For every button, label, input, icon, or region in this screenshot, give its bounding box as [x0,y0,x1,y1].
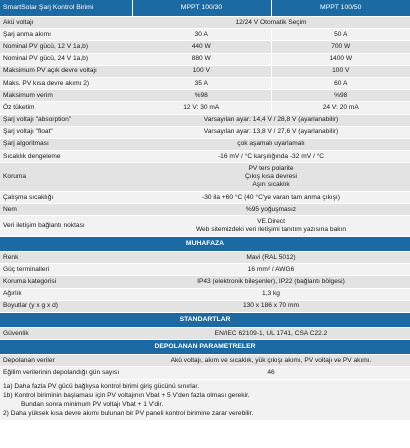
table-row [0,77,410,89]
value-line: Web sitemizdeki veri iletişimi tanıtım yazısına bakın [195,226,347,234]
row-value-100-50: 24 V: 20 mA [271,102,410,114]
row-value: IP43 (elektronik bileşenler), IP22 (bağlantı bölgesi) [132,276,410,288]
row-value: 130 x 186 x 70 mm [132,300,410,312]
row-value: Varsayılan ayar: 14,4 V / 28,8 V (ayarlanabilir) [132,114,410,126]
table-header [0,0,410,17]
table-row [0,41,410,53]
row-value: Mavi (RAL 5012) [132,252,410,264]
table-row [0,17,410,29]
table-row [0,90,410,102]
table-row [0,300,410,312]
row-label: Maksimum verim [0,90,132,102]
row-value: %95 yoğuşmasız [132,204,410,216]
row-value: 46 [132,367,410,379]
table-row [0,192,410,204]
row-label: Koruma [0,163,132,192]
model-100-50: MPPT 100/50 [271,0,410,17]
row-label: Depolanan veriler [0,355,132,367]
row-label: Ağırlık [0,288,132,300]
table-row [0,327,410,339]
row-label: Nominal PV gücü, 12 V 1a,b) [0,41,132,53]
table-row [0,367,410,379]
row-value: 1,3 kg [132,288,410,300]
value-line: PV ters polarite [248,164,294,172]
row-value: 12/24 V Otomatik Seçim [132,17,410,29]
table-row [0,65,410,77]
row-value: -16 mV / °C karşılığında -32 mV / °C [132,151,410,163]
footnote: 1a) Daha fazla PV gücü bağlıysa kontrol birimi giriş gücünü sınırlar. [3,382,200,390]
value-line: VE.Direct [257,218,285,226]
row-label: Veri iletişim bağlantı noktası [0,216,132,237]
table-row [0,355,410,367]
table-row [0,151,410,163]
table-row [0,252,410,264]
row-label: Boyutlar (y x g x d) [0,300,132,312]
row-value-100-50: %98 [271,90,410,102]
table-row [0,288,410,300]
section-title: MUHAFAZA [0,237,410,252]
footnote: 2) Daha yüksek kısa devre akımı bulunan bir PV paneli kontrol birimine zarar verebilir. [3,409,254,417]
row-value [132,163,410,192]
section-title: DEPOLANAN PARAMETRELER [0,340,410,355]
footnotes [0,380,410,420]
table-row [0,264,410,276]
table-row [0,114,410,126]
row-label: Öz tüketim [0,102,132,114]
row-value-100-30: 35 A [132,77,271,89]
footnote: Bundan sonra minimum PV voltajı Vbat + 1 V'dir. [21,400,164,408]
row-value: 16 mm² / AWG6 [132,264,410,276]
row-label: Şarj voltajı "absorption" [0,114,132,126]
row-value-100-30: %98 [132,90,271,102]
row-value-100-50: 100 V [271,65,410,77]
table-row [0,216,410,237]
table-row [0,53,410,65]
row-label: Şarj algoritması [0,138,132,150]
table-row [0,204,410,216]
row-value-100-30: 100 V [132,65,271,77]
table-row [0,29,410,41]
table-row [0,126,410,138]
row-value-100-30: 880 W [132,53,271,65]
footnote: 1b) Kontrol biriminin başlaması için PV voltajının Vbat + 5 V'den fazla olması gerekir. [3,391,250,399]
row-value: EN/IEC 62109-1, UL 1741, CSA C22.2 [132,327,410,339]
row-value: -30 ila +60 °C (40 °C'ye varan tam anma çıkışı) [132,192,410,204]
section-header-standards [0,312,410,327]
row-value: çok aşamalı uyarlamalı [132,138,410,150]
table-row [0,163,410,192]
section-title: STANDARTLAR [0,312,410,327]
row-label: Güvenlik [0,327,132,339]
row-label: Sıcaklık dengeleme [0,151,132,163]
row-label: Renk [0,252,132,264]
row-value-100-50: 60 A [271,77,410,89]
row-label: Güç terminalleri [0,264,132,276]
row-label: Şarj voltajı "float" [0,126,132,138]
row-value: Akü voltajı, akım ve sıcaklık, yük çıkışı akımı, PV voltajı ve PV akımı. [132,355,410,367]
row-label: Maksimum PV açık devre voltajı [0,65,132,77]
row-value-100-50: 50 A [271,29,410,41]
row-label: Akü voltajı [0,17,132,29]
row-value-100-30: 12 V: 30 mA [132,102,271,114]
product-title: SmartSolar Şarj Kontrol Birimi [0,0,132,17]
table-row [0,102,410,114]
row-label: Çalışma sıcaklığı [0,192,132,204]
value-line: Aşırı sıcaklık [252,181,290,189]
row-value-100-30: 440 W [132,41,271,53]
model-100-30: MPPT 100/30 [132,0,271,17]
row-value-100-30: 30 A [132,29,271,41]
row-label: Eğilim verilerinin depolandığı gün sayısı [0,367,132,379]
row-label: Şarj anma akımı [0,29,132,41]
row-label: Maks. PV kısa devre akımı 2) [0,77,132,89]
value-line: Çıkış kısa devresi [244,173,298,181]
section-header-enclosure [0,237,410,252]
row-value-100-50: 700 W [271,41,410,53]
table-row [0,276,410,288]
row-value: Varsayılan ayar: 13,8 V / 27,6 V (ayarlanabilir) [132,126,410,138]
section-header-logged-parameters [0,340,410,355]
row-label: Koruma kategorisi [0,276,132,288]
row-label: Nem [0,204,132,216]
row-label: Nominal PV gücü, 24 V 1a,b) [0,53,132,65]
row-value [132,216,410,237]
table-row [0,138,410,150]
row-value-100-50: 1400 W [271,53,410,65]
